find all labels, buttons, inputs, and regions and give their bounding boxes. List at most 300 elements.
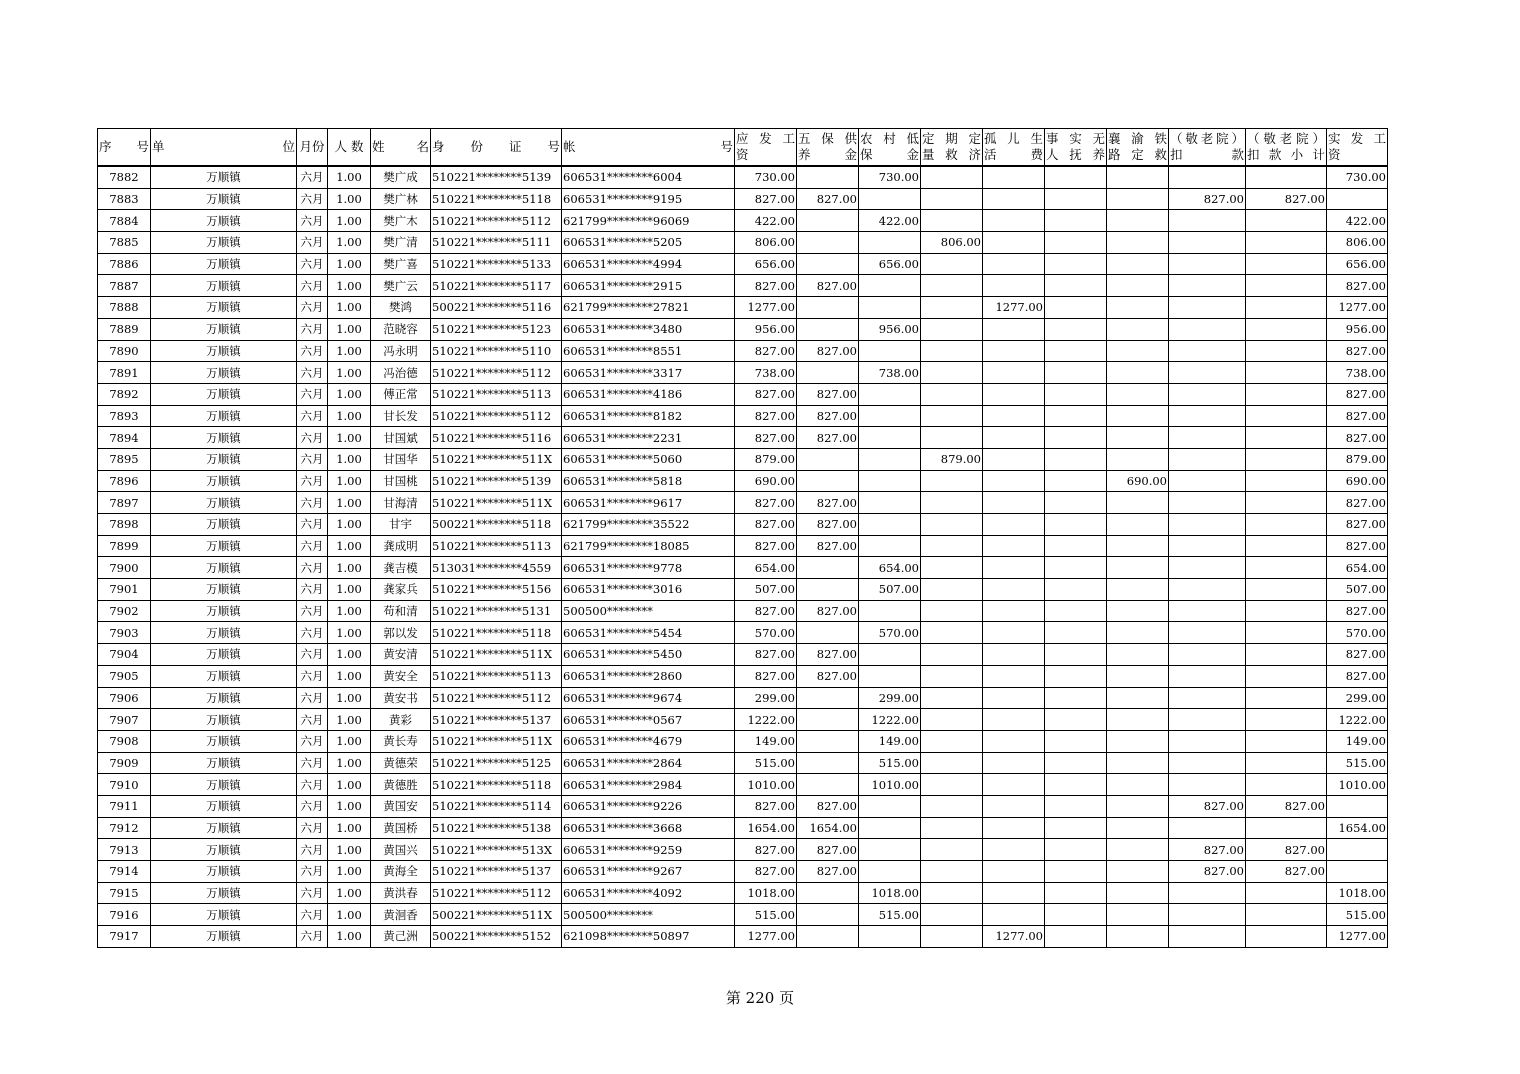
cell-due-wage: 827.00 <box>735 492 797 514</box>
cell-de-facto-orphan <box>1045 405 1107 427</box>
cell-due-wage: 738.00 <box>735 362 797 384</box>
cell-orphan <box>983 275 1045 297</box>
cell-unit: 万顺镇 <box>151 861 297 883</box>
cell-rural-minimum: 654.00 <box>859 557 921 579</box>
cell-name: 傅正常 <box>371 383 431 405</box>
cell-nursing-subtotal <box>1246 232 1327 254</box>
cell-nursing-deduct <box>1169 926 1246 948</box>
cell-net-wage: 690.00 <box>1327 470 1388 492</box>
cell-unit: 万顺镇 <box>151 622 297 644</box>
cell-de-facto-orphan <box>1045 448 1107 470</box>
cell-people: 1.00 <box>328 730 371 752</box>
cell-rural-minimum <box>859 470 921 492</box>
cell-people: 1.00 <box>328 383 371 405</box>
cell-due-wage: 1010.00 <box>735 774 797 796</box>
cell-name: 甘国斌 <box>371 427 431 449</box>
table-row <box>98 687 1388 709</box>
cell-five-guarantee <box>797 557 859 579</box>
cell-id: 510221********5125 <box>431 752 562 774</box>
cell-fixed-relief <box>921 362 983 384</box>
cell-net-wage <box>1327 839 1388 861</box>
cell-unit: 万顺镇 <box>151 687 297 709</box>
col-unit: 单 位 <box>151 129 297 167</box>
cell-id: 510221********5137 <box>431 709 562 731</box>
cell-nursing-subtotal <box>1246 687 1327 709</box>
cell-rural-minimum <box>859 492 921 514</box>
cell-railway-relief <box>1107 774 1169 796</box>
cell-orphan <box>983 600 1045 622</box>
cell-nursing-deduct <box>1169 232 1246 254</box>
cell-month: 六月 <box>297 427 328 449</box>
cell-orphan <box>983 795 1045 817</box>
cell-fixed-relief <box>921 774 983 796</box>
cell-account: 606531********4092 <box>562 882 735 904</box>
table-row <box>98 600 1388 622</box>
cell-nursing-subtotal <box>1246 665 1327 687</box>
cell-orphan <box>983 383 1045 405</box>
cell-railway-relief <box>1107 297 1169 319</box>
cell-rural-minimum: 515.00 <box>859 904 921 926</box>
cell-orphan <box>983 535 1045 557</box>
cell-de-facto-orphan <box>1045 579 1107 601</box>
cell-people: 1.00 <box>328 861 371 883</box>
cell-id: 510221********5112 <box>431 687 562 709</box>
cell-name: 甘国华 <box>371 448 431 470</box>
cell-fixed-relief <box>921 730 983 752</box>
cell-seq: 7912 <box>98 817 151 839</box>
cell-fixed-relief <box>921 622 983 644</box>
cell-orphan <box>983 622 1045 644</box>
cell-de-facto-orphan <box>1045 340 1107 362</box>
cell-people: 1.00 <box>328 514 371 536</box>
cell-net-wage: 570.00 <box>1327 622 1388 644</box>
cell-five-guarantee <box>797 166 859 188</box>
cell-seq: 7903 <box>98 622 151 644</box>
cell-due-wage: 827.00 <box>735 340 797 362</box>
cell-nursing-subtotal <box>1246 709 1327 731</box>
table-row <box>98 470 1388 492</box>
cell-de-facto-orphan <box>1045 188 1107 210</box>
cell-de-facto-orphan <box>1045 210 1107 232</box>
col-month: 月份 <box>297 129 328 167</box>
cell-rural-minimum <box>859 795 921 817</box>
col-seq: 序 号 <box>98 129 151 167</box>
cell-railway-relief <box>1107 622 1169 644</box>
cell-unit: 万顺镇 <box>151 492 297 514</box>
cell-nursing-subtotal <box>1246 622 1327 644</box>
cell-railway-relief <box>1107 318 1169 340</box>
cell-fixed-relief <box>921 383 983 405</box>
cell-five-guarantee <box>797 362 859 384</box>
cell-name: 黄长寿 <box>371 730 431 752</box>
cell-orphan <box>983 817 1045 839</box>
table-row <box>98 188 1388 210</box>
cell-net-wage: 827.00 <box>1327 644 1388 666</box>
cell-month: 六月 <box>297 861 328 883</box>
cell-seq: 7915 <box>98 882 151 904</box>
cell-nursing-subtotal <box>1246 340 1327 362</box>
cell-rural-minimum <box>859 232 921 254</box>
cell-id: 510221********5131 <box>431 600 562 622</box>
cell-net-wage: 1222.00 <box>1327 709 1388 731</box>
cell-rural-minimum <box>859 427 921 449</box>
table-row <box>98 275 1388 297</box>
cell-account: 606531********5205 <box>562 232 735 254</box>
cell-people: 1.00 <box>328 904 371 926</box>
cell-nursing-subtotal <box>1246 926 1327 948</box>
cell-people: 1.00 <box>328 774 371 796</box>
cell-seq: 7900 <box>98 557 151 579</box>
cell-people: 1.00 <box>328 210 371 232</box>
cell-unit: 万顺镇 <box>151 817 297 839</box>
col-name: 姓 名 <box>371 129 431 167</box>
cell-seq: 7914 <box>98 861 151 883</box>
cell-net-wage <box>1327 188 1388 210</box>
cell-account: 606531********9674 <box>562 687 735 709</box>
cell-account: 606531********5818 <box>562 470 735 492</box>
cell-nursing-deduct <box>1169 774 1246 796</box>
cell-account: 606531********2860 <box>562 665 735 687</box>
cell-month: 六月 <box>297 904 328 926</box>
cell-people: 1.00 <box>328 166 371 188</box>
cell-due-wage: 827.00 <box>735 535 797 557</box>
cell-railway-relief <box>1107 557 1169 579</box>
table-row <box>98 795 1388 817</box>
cell-name: 樊广成 <box>371 166 431 188</box>
cell-railway-relief <box>1107 600 1169 622</box>
cell-railway-relief <box>1107 839 1169 861</box>
cell-rural-minimum <box>859 644 921 666</box>
cell-name: 黄国兴 <box>371 839 431 861</box>
cell-de-facto-orphan <box>1045 470 1107 492</box>
cell-five-guarantee <box>797 687 859 709</box>
cell-net-wage: 827.00 <box>1327 405 1388 427</box>
cell-due-wage: 656.00 <box>735 253 797 275</box>
cell-nursing-deduct <box>1169 383 1246 405</box>
cell-nursing-subtotal <box>1246 752 1327 774</box>
cell-orphan <box>983 427 1045 449</box>
cell-people: 1.00 <box>328 405 371 427</box>
cell-unit: 万顺镇 <box>151 904 297 926</box>
cell-orphan <box>983 904 1045 926</box>
cell-nursing-subtotal: 827.00 <box>1246 188 1327 210</box>
cell-name: 樊广清 <box>371 232 431 254</box>
cell-unit: 万顺镇 <box>151 926 297 948</box>
cell-account: 606531********3668 <box>562 817 735 839</box>
cell-rural-minimum <box>859 514 921 536</box>
cell-month: 六月 <box>297 579 328 601</box>
cell-name: 甘长发 <box>371 405 431 427</box>
cell-people: 1.00 <box>328 535 371 557</box>
cell-seq: 7907 <box>98 709 151 731</box>
cell-seq: 7901 <box>98 579 151 601</box>
cell-month: 六月 <box>297 275 328 297</box>
cell-name: 黄安全 <box>371 665 431 687</box>
cell-account: 621799********18085 <box>562 535 735 557</box>
cell-orphan <box>983 861 1045 883</box>
cell-seq: 7893 <box>98 405 151 427</box>
cell-month: 六月 <box>297 232 328 254</box>
cell-nursing-deduct <box>1169 318 1246 340</box>
cell-unit: 万顺镇 <box>151 795 297 817</box>
cell-month: 六月 <box>297 383 328 405</box>
cell-fixed-relief <box>921 557 983 579</box>
cell-name: 樊广木 <box>371 210 431 232</box>
cell-five-guarantee: 827.00 <box>797 795 859 817</box>
table-row <box>98 774 1388 796</box>
cell-month: 六月 <box>297 166 328 188</box>
cell-orphan <box>983 318 1045 340</box>
cell-fixed-relief <box>921 535 983 557</box>
cell-railway-relief <box>1107 644 1169 666</box>
cell-month: 六月 <box>297 774 328 796</box>
cell-fixed-relief <box>921 665 983 687</box>
cell-railway-relief <box>1107 405 1169 427</box>
cell-account: 606531********9267 <box>562 861 735 883</box>
cell-fixed-relief <box>921 795 983 817</box>
cell-five-guarantee <box>797 926 859 948</box>
cell-nursing-deduct <box>1169 904 1246 926</box>
cell-seq: 7883 <box>98 188 151 210</box>
cell-orphan <box>983 340 1045 362</box>
cell-month: 六月 <box>297 362 328 384</box>
cell-nursing-deduct <box>1169 427 1246 449</box>
cell-nursing-deduct <box>1169 210 1246 232</box>
cell-rural-minimum: 515.00 <box>859 752 921 774</box>
cell-orphan <box>983 557 1045 579</box>
cell-name: 范晓容 <box>371 318 431 340</box>
cell-railway-relief: 690.00 <box>1107 470 1169 492</box>
cell-people: 1.00 <box>328 687 371 709</box>
cell-seq: 7897 <box>98 492 151 514</box>
cell-rural-minimum: 738.00 <box>859 362 921 384</box>
cell-seq: 7906 <box>98 687 151 709</box>
cell-name: 冯治德 <box>371 362 431 384</box>
cell-five-guarantee <box>797 730 859 752</box>
table-row <box>98 557 1388 579</box>
cell-net-wage: 827.00 <box>1327 514 1388 536</box>
cell-nursing-deduct <box>1169 622 1246 644</box>
table-row <box>98 665 1388 687</box>
cell-rural-minimum: 422.00 <box>859 210 921 232</box>
cell-month: 六月 <box>297 535 328 557</box>
cell-five-guarantee: 827.00 <box>797 275 859 297</box>
cell-five-guarantee: 827.00 <box>797 427 859 449</box>
cell-name: 郭以发 <box>371 622 431 644</box>
cell-rural-minimum <box>859 383 921 405</box>
cell-five-guarantee: 827.00 <box>797 839 859 861</box>
cell-railway-relief <box>1107 210 1169 232</box>
cell-account: 621098********50897 <box>562 926 735 948</box>
cell-unit: 万顺镇 <box>151 579 297 601</box>
cell-unit: 万顺镇 <box>151 318 297 340</box>
cell-month: 六月 <box>297 687 328 709</box>
cell-due-wage: 827.00 <box>735 383 797 405</box>
cell-account: 606531********9259 <box>562 839 735 861</box>
cell-fixed-relief: 806.00 <box>921 232 983 254</box>
cell-people: 1.00 <box>328 600 371 622</box>
cell-de-facto-orphan <box>1045 232 1107 254</box>
cell-rural-minimum: 1222.00 <box>859 709 921 731</box>
cell-nursing-deduct <box>1169 644 1246 666</box>
cell-railway-relief <box>1107 579 1169 601</box>
cell-rural-minimum <box>859 340 921 362</box>
cell-five-guarantee: 827.00 <box>797 600 859 622</box>
cell-five-guarantee <box>797 210 859 232</box>
cell-month: 六月 <box>297 752 328 774</box>
cell-account: 606531********3480 <box>562 318 735 340</box>
cell-account: 606531********4994 <box>562 253 735 275</box>
cell-people: 1.00 <box>328 882 371 904</box>
cell-net-wage: 1010.00 <box>1327 774 1388 796</box>
cell-seq: 7892 <box>98 383 151 405</box>
cell-fixed-relief <box>921 579 983 601</box>
cell-id: 500221********5152 <box>431 926 562 948</box>
cell-net-wage: 515.00 <box>1327 752 1388 774</box>
cell-nursing-deduct <box>1169 470 1246 492</box>
cell-fixed-relief <box>921 427 983 449</box>
cell-account: 606531********9195 <box>562 188 735 210</box>
cell-nursing-subtotal <box>1246 492 1327 514</box>
cell-five-guarantee <box>797 622 859 644</box>
cell-fixed-relief <box>921 492 983 514</box>
cell-nursing-deduct <box>1169 557 1246 579</box>
cell-name: 甘海清 <box>371 492 431 514</box>
cell-month: 六月 <box>297 730 328 752</box>
cell-de-facto-orphan <box>1045 427 1107 449</box>
col-rural-minimum: 农 村 低 保 金 <box>859 129 921 167</box>
cell-unit: 万顺镇 <box>151 253 297 275</box>
cell-railway-relief <box>1107 253 1169 275</box>
cell-month: 六月 <box>297 795 328 817</box>
cell-rural-minimum <box>859 861 921 883</box>
cell-id: 510221********5133 <box>431 253 562 275</box>
cell-net-wage: 1277.00 <box>1327 926 1388 948</box>
cell-rural-minimum <box>859 297 921 319</box>
cell-account: 606531********6004 <box>562 166 735 188</box>
cell-fixed-relief <box>921 600 983 622</box>
table-row <box>98 904 1388 926</box>
cell-name: 甘国桃 <box>371 470 431 492</box>
cell-railway-relief <box>1107 730 1169 752</box>
cell-fixed-relief <box>921 817 983 839</box>
cell-orphan <box>983 774 1045 796</box>
table-body <box>98 166 1388 947</box>
cell-seq: 7895 <box>98 448 151 470</box>
cell-due-wage: 806.00 <box>735 232 797 254</box>
cell-de-facto-orphan <box>1045 166 1107 188</box>
cell-id: 510221********5112 <box>431 405 562 427</box>
cell-five-guarantee <box>797 448 859 470</box>
cell-nursing-subtotal <box>1246 470 1327 492</box>
cell-id: 510221********5111 <box>431 232 562 254</box>
cell-orphan <box>983 448 1045 470</box>
cell-seq: 7909 <box>98 752 151 774</box>
cell-rural-minimum <box>859 188 921 210</box>
cell-nursing-subtotal <box>1246 557 1327 579</box>
cell-nursing-deduct <box>1169 253 1246 275</box>
cell-unit: 万顺镇 <box>151 665 297 687</box>
cell-orphan: 1277.00 <box>983 926 1045 948</box>
cell-name: 黄洄香 <box>371 904 431 926</box>
cell-due-wage: 1277.00 <box>735 926 797 948</box>
cell-net-wage: 827.00 <box>1327 275 1388 297</box>
cell-nursing-deduct <box>1169 492 1246 514</box>
cell-net-wage: 827.00 <box>1327 535 1388 557</box>
table-row <box>98 340 1388 362</box>
table-row <box>98 232 1388 254</box>
table-row <box>98 253 1388 275</box>
cell-five-guarantee: 827.00 <box>797 492 859 514</box>
cell-due-wage: 1277.00 <box>735 297 797 319</box>
cell-net-wage: 1018.00 <box>1327 882 1388 904</box>
cell-month: 六月 <box>297 622 328 644</box>
cell-de-facto-orphan <box>1045 774 1107 796</box>
table-row <box>98 817 1388 839</box>
cell-account: 621799********35522 <box>562 514 735 536</box>
cell-seq: 7913 <box>98 839 151 861</box>
cell-nursing-subtotal <box>1246 882 1327 904</box>
cell-due-wage: 879.00 <box>735 448 797 470</box>
cell-name: 龚吉模 <box>371 557 431 579</box>
table-row <box>98 427 1388 449</box>
cell-de-facto-orphan <box>1045 817 1107 839</box>
cell-de-facto-orphan <box>1045 318 1107 340</box>
cell-month: 六月 <box>297 839 328 861</box>
col-net-wage: 实 发 工 资 <box>1327 129 1388 167</box>
cell-nursing-deduct <box>1169 514 1246 536</box>
cell-seq: 7886 <box>98 253 151 275</box>
cell-seq: 7899 <box>98 535 151 557</box>
cell-de-facto-orphan <box>1045 795 1107 817</box>
cell-due-wage: 827.00 <box>735 839 797 861</box>
cell-id: 510221********5114 <box>431 795 562 817</box>
cell-unit: 万顺镇 <box>151 210 297 232</box>
cell-month: 六月 <box>297 188 328 210</box>
cell-account: 606531********5450 <box>562 644 735 666</box>
col-due-wage: 应 发 工 资 <box>735 129 797 167</box>
cell-rural-minimum: 730.00 <box>859 166 921 188</box>
cell-net-wage: 1277.00 <box>1327 297 1388 319</box>
cell-five-guarantee <box>797 470 859 492</box>
cell-net-wage: 827.00 <box>1327 492 1388 514</box>
cell-due-wage: 690.00 <box>735 470 797 492</box>
cell-net-wage: 654.00 <box>1327 557 1388 579</box>
cell-people: 1.00 <box>328 839 371 861</box>
cell-name: 樊广云 <box>371 275 431 297</box>
table-row <box>98 535 1388 557</box>
cell-rural-minimum: 956.00 <box>859 318 921 340</box>
cell-seq: 7896 <box>98 470 151 492</box>
cell-de-facto-orphan <box>1045 752 1107 774</box>
cell-de-facto-orphan <box>1045 687 1107 709</box>
cell-railway-relief <box>1107 188 1169 210</box>
cell-railway-relief <box>1107 795 1169 817</box>
col-railway-relief: 襄 渝 铁 路 定 救 <box>1107 129 1169 167</box>
cell-railway-relief <box>1107 752 1169 774</box>
cell-nursing-subtotal <box>1246 362 1327 384</box>
cell-nursing-deduct <box>1169 687 1246 709</box>
cell-people: 1.00 <box>328 709 371 731</box>
cell-five-guarantee <box>797 253 859 275</box>
cell-due-wage: 1654.00 <box>735 817 797 839</box>
cell-people: 1.00 <box>328 232 371 254</box>
cell-unit: 万顺镇 <box>151 600 297 622</box>
cell-due-wage: 827.00 <box>735 600 797 622</box>
cell-five-guarantee: 827.00 <box>797 535 859 557</box>
cell-id: 510221********5112 <box>431 362 562 384</box>
cell-nursing-deduct <box>1169 448 1246 470</box>
